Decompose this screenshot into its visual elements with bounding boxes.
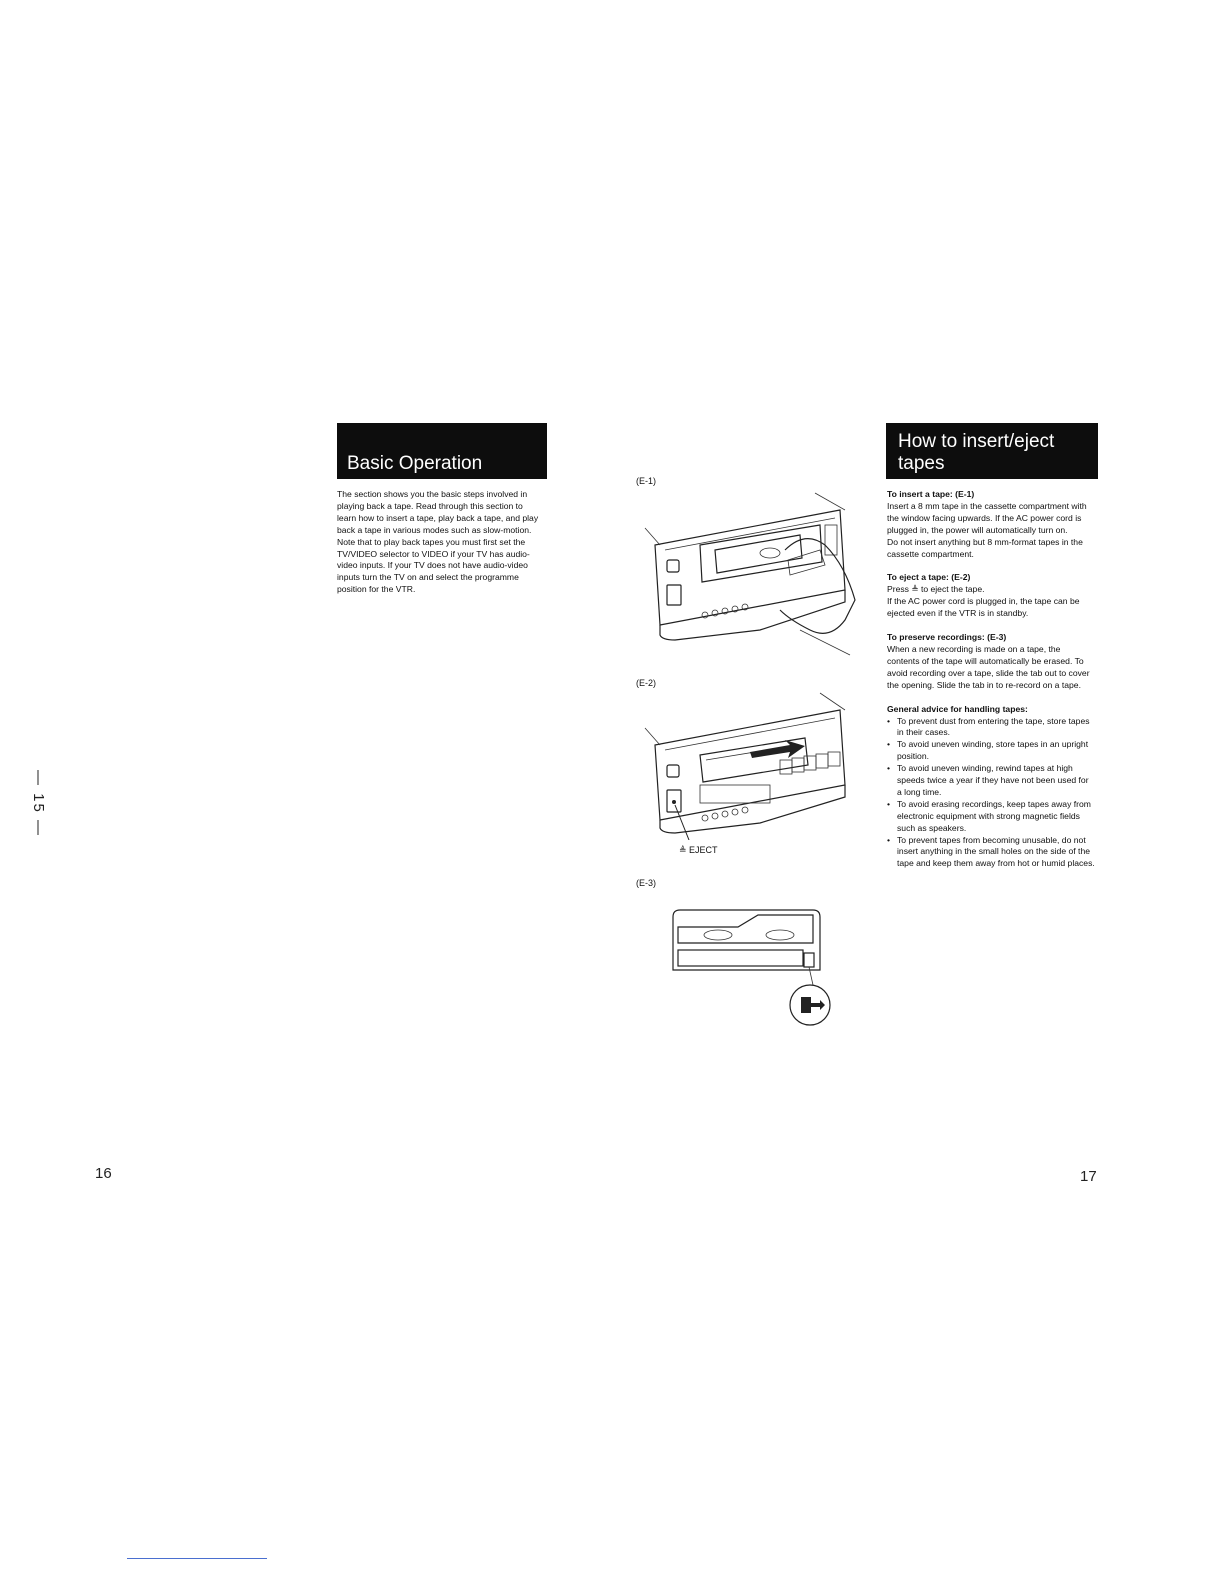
- insert-eject-title: How to insert/eject tapes: [886, 423, 1098, 479]
- list-item: • To prevent tapes from becoming unusable, do not insert anything in the small holes on the side of the tape and keep them away from hot or humid places.: [887, 835, 1095, 871]
- basic-operation-title: Basic Operation: [337, 423, 547, 479]
- eject-text: Press ≜ to eject the tape.: [887, 584, 985, 595]
- list-item: • To prevent dust from entering the tape, store tapes in their cases.: [887, 716, 1095, 740]
- page-number-right: 17: [1080, 1168, 1097, 1185]
- insert-text-2: Do not insert anything but 8 mm-format tapes in the cassette compartment.: [887, 536, 1083, 559]
- basic-operation-intro: The section shows you the basic steps involved in playing back a tape. Read through this section to learn how to insert a tape, play back a tape, and play back a tape in various modes such as slow-motion. Note that to play back tapes you must first set the TV/VIDEO selector to VIDEO if your TV has audio-video inputs. If your TV does not have audio-video inputs turn the TV on and select the programme position for the VTR.: [337, 489, 539, 595]
- figure-e3-label: (E-3): [636, 878, 656, 888]
- insert-heading: To insert a tape: (E-1): [887, 489, 975, 499]
- preserve-text: When a new recording is made on a tape, the contents of the tape will automatically be erased. To avoid recording over a tape, slide the tab out to cover the opening. Slide the tab in to re-record on a tape.: [887, 643, 1090, 690]
- side-page-mark: — 15 —: [30, 770, 47, 838]
- list-item: • To avoid uneven winding, store tapes in an upright position.: [887, 739, 1095, 763]
- preserve-heading: To preserve recordings: (E-3): [887, 632, 1007, 643]
- list-item: • To avoid uneven winding, rewind tapes at high speeds twice a year if they have not been used for a long time.: [887, 763, 1095, 799]
- page-number-left: 16: [95, 1165, 112, 1182]
- advice-list: [887, 716, 1095, 871]
- figure-e1-label: (E-1): [636, 476, 656, 486]
- figure-e3-tape-tab: [668, 905, 843, 1030]
- insert-eject-content: [887, 489, 1095, 870]
- footer-rule: [127, 1558, 267, 1559]
- eject-text-2: If the AC power cord is plugged in, the tape can be ejected even if the VTR is in standby.: [887, 596, 1080, 619]
- figure-e1-insert-tape: [640, 490, 870, 670]
- list-item: • To avoid erasing recordings, keep tapes away from electronic equipment with strong magnetic fields such as speakers.: [887, 799, 1095, 835]
- eject-heading: To eject a tape: (E-2): [887, 572, 971, 583]
- figure-e2-label: (E-2): [636, 678, 656, 688]
- eject-label: ≜ EJECT: [679, 845, 718, 855]
- insert-text: Insert a 8 mm tape in the cassette compartment with the window facing upwards. If the AC power cord is plugged in, the power will automatically turn on.: [887, 500, 1087, 535]
- advice-heading: General advice for handling tapes:: [887, 703, 1028, 714]
- figure-e2-eject-tape: [640, 690, 870, 840]
